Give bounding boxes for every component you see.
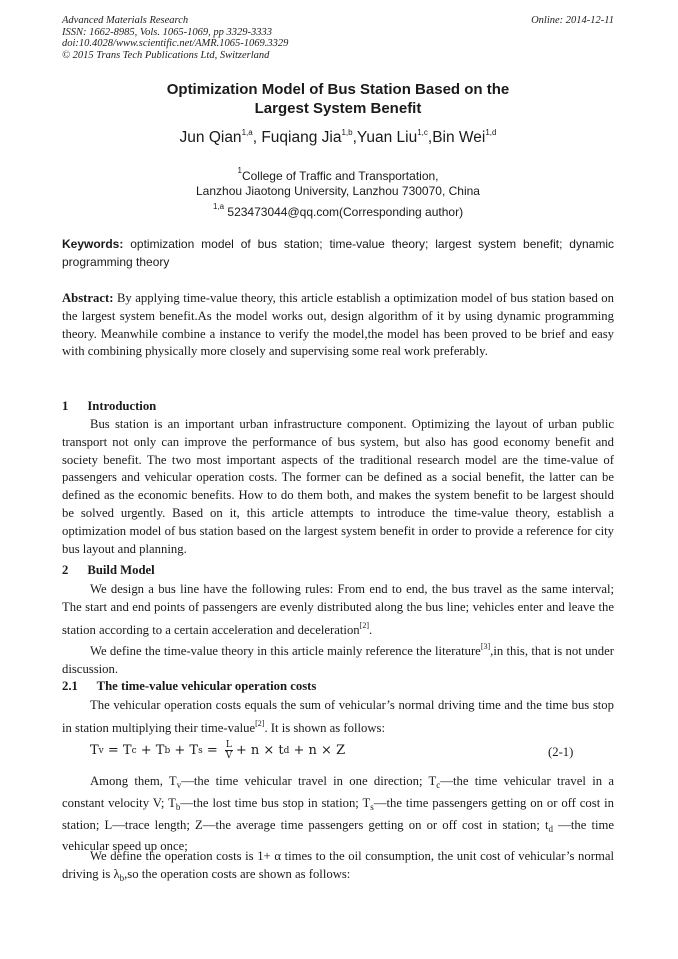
sub: d bbox=[548, 823, 554, 834]
keywords-label: Keywords: bbox=[62, 237, 124, 251]
paragraph-text: Among them, T bbox=[90, 774, 177, 788]
citation: [2] bbox=[359, 620, 369, 630]
citation: [2] bbox=[255, 718, 265, 728]
equation-2-1 bbox=[90, 740, 345, 761]
author-sup: 1,a bbox=[241, 128, 253, 137]
section-heading-build-model: 2 Build Model bbox=[62, 563, 155, 577]
author-sep: , bbox=[427, 129, 433, 146]
eq-sub: s bbox=[198, 745, 203, 756]
eq-sub: b bbox=[164, 745, 171, 756]
sub: b bbox=[175, 801, 181, 812]
title-line-2: Largest System Benefit bbox=[254, 99, 422, 117]
build-model-paragraph-2 bbox=[62, 638, 614, 679]
author-name: Bin Wei bbox=[432, 129, 486, 146]
paragraph-text: —the lost time bus stop in station; T bbox=[180, 795, 371, 810]
sub: s bbox=[370, 801, 374, 812]
sub: b bbox=[119, 872, 125, 883]
eq-symbol: + T bbox=[136, 743, 165, 758]
doi-line: doi:10.4028/www.scientific.net/AMR.1065-1069.3329 bbox=[62, 38, 289, 49]
eq-symbol: = bbox=[202, 743, 222, 758]
paragraph-text: The vehicular operation costs equals the sum of vehicular’s normal driving time and the time bus stop in station multiplying their time-value bbox=[62, 698, 614, 735]
affiliation-line-1: College of Traffic and Transportation, bbox=[241, 169, 439, 183]
paragraph-text: . It is shown as follows: bbox=[264, 720, 385, 735]
affiliation-line-2: Lanzhou Jiaotong University, Lanzhou 730070, China bbox=[196, 184, 480, 198]
section-heading-introduction: 1 Introduction bbox=[62, 399, 157, 413]
eq-sub: v bbox=[98, 745, 104, 756]
journal-name: Advanced Materials Research bbox=[62, 15, 189, 26]
author-sep: , bbox=[252, 129, 262, 146]
author-list bbox=[62, 128, 614, 147]
eq-fraction bbox=[225, 740, 233, 761]
eq-denominator: V bbox=[225, 751, 233, 761]
author-sup: 1,d bbox=[485, 128, 497, 137]
subsection-paragraph-3 bbox=[62, 848, 614, 888]
author-name: Yuan Liu bbox=[356, 129, 418, 146]
citation: [3] bbox=[480, 642, 491, 651]
affiliation bbox=[62, 163, 614, 199]
copyright-line: © 2015 Trans Tech Publications Ltd, Switzerland bbox=[62, 49, 270, 61]
equation-number: (2-1) bbox=[548, 745, 574, 759]
title-line-1: Optimization Model of Bus Station Based on the bbox=[166, 81, 510, 98]
journal-header bbox=[62, 15, 614, 61]
eq-symbol: + T bbox=[170, 743, 199, 758]
issn-line: ISSN: 1662-8985, Vols. 1065-1069, pp 3329-3333 bbox=[62, 26, 272, 38]
subsection-paragraph-2 bbox=[62, 773, 614, 856]
author-sep: , bbox=[352, 129, 357, 146]
email-text: 523473044@qq.com(Corresponding author) bbox=[224, 205, 464, 219]
affiliation-sup: 1 bbox=[237, 166, 242, 175]
paragraph-text: We define the operation costs is 1+ α times to the oil consumption, the unit cost of vehicular’s normal driving is λ bbox=[62, 849, 614, 881]
abstract-label: Abstract: bbox=[62, 291, 114, 305]
paragraph-text: ,in this, that is not under discussion. bbox=[62, 644, 614, 676]
eq-symbol: + n × Z bbox=[289, 743, 346, 758]
keywords-text: optimization model of bus station; time-value theory; largest system benefit; dynamic programming theory bbox=[62, 237, 614, 269]
author-sup: 1,c bbox=[417, 128, 428, 137]
paragraph-text: . bbox=[368, 622, 373, 637]
paragraph-text: We define the time-value theory in this article mainly reference the literature bbox=[90, 644, 481, 658]
paragraph-text: —the time passengers getting on or off cost in station; L—trace length; Z—the average time passengers getting on or off cost in station; t bbox=[62, 795, 614, 832]
email-sup: 1,a bbox=[212, 202, 225, 211]
author-sup: 1,b bbox=[341, 128, 353, 137]
paper-title bbox=[62, 81, 614, 118]
build-model-paragraph-1 bbox=[62, 581, 614, 639]
paragraph-text: We design a bus line have the following rules: From end to end, the bus travel as the same interval; The start and end points of passengers are evenly distributed along the bus line; vehicles enter and leave the station according to a certain acceleration and deceleration bbox=[62, 582, 614, 637]
author-name: Jun Qian bbox=[179, 129, 242, 146]
author-name: Fuqiang Jia bbox=[261, 129, 342, 146]
subsection-heading-2-1: 2.1 The time-value vehicular operation costs bbox=[62, 679, 317, 693]
online-date: Online: 2014-12-11 bbox=[531, 15, 614, 26]
eq-symbol: + n × t bbox=[235, 743, 284, 758]
eq-numerator: L bbox=[225, 740, 232, 750]
subsection-paragraph-1 bbox=[62, 697, 614, 738]
sub: v bbox=[176, 780, 182, 790]
sub: c bbox=[436, 780, 441, 790]
eq-symbol: = T bbox=[103, 743, 132, 758]
paragraph-text: —the time vehicular travel in one direction; T bbox=[181, 774, 437, 788]
eq-sub: c bbox=[131, 745, 137, 756]
paragraph-text: —the time vehicular travel in a constant velocity V; T bbox=[62, 774, 614, 810]
abstract-text: By applying time-value theory, this article establish a optimization model of bus station based on the largest system benefit.As the model works out, design algorithm of it by using dynamic programming theory. Meanwhile combine a instance to verify the model,the model has been proved to be brief and easy with combining physically more closely and supervising some real work preferably. bbox=[62, 291, 614, 359]
abstract bbox=[62, 290, 614, 361]
eq-sub: d bbox=[283, 745, 290, 756]
paragraph-text: —the time vehicular speed up once; bbox=[62, 817, 614, 854]
keywords bbox=[62, 236, 614, 271]
paragraph-text: ,so the operation costs are shown as follows: bbox=[124, 866, 351, 881]
eq-symbol: T bbox=[90, 743, 99, 758]
introduction-paragraph: Bus station is an important urban infrastructure component. Optimizing the layout of urban public transport not only can improve the performance of bus system, but also has good economy benefit and society benefit. The two most important aspects of the traditional research model are the time-value of passengers and vehicular operation costs. The former can be defined as a social benefit, the latter can be defined as the economic benefits. How to do them both, and makes the system benefit to be largest should be solved urgently. Based on it, this article attempts to introduce the time-value theory, establish a optimization model of bus station based on the largest system benefit in order to provide a reference for city bus layout and planning. bbox=[62, 417, 614, 556]
email-line bbox=[62, 199, 614, 220]
